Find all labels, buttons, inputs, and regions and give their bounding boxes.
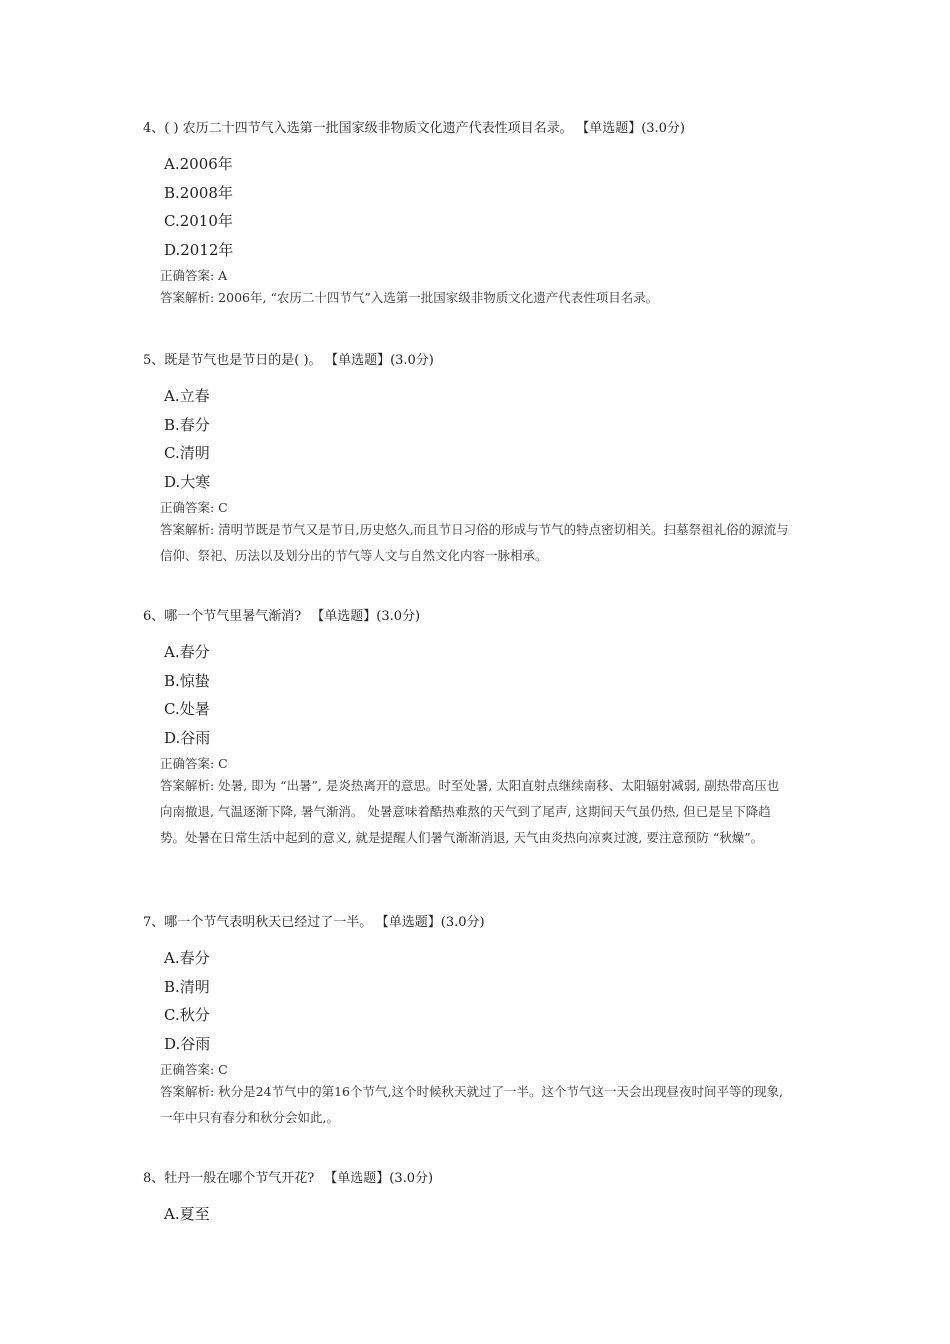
question-text: 8、牡丹一般在哪个节气开花? — [143, 1171, 315, 1186]
option-a[interactable]: A.春分 — [164, 643, 210, 661]
option-a[interactable]: A.春分 — [164, 949, 210, 967]
option-c[interactable]: C.清明 — [164, 444, 210, 463]
option-list — [164, 944, 210, 1059]
question-type-tag: 【单选题】(3.0分) — [331, 353, 434, 368]
answer-explanation: 答案解析: 清明节既是节气又是节日,历史悠久,而且节日习俗的形成与节气的特点密切相关。扫墓祭祖礼俗的源流与信仰、祭祀、历法以及划分出的节气等人文与自然文化内容一脉相承。 — [160, 522, 789, 563]
correct-answer: 正确答案: C — [160, 756, 228, 771]
question-text: 5、既是节气也是节日的是( )。 — [143, 353, 322, 368]
option-c[interactable]: C.2010年 — [164, 212, 233, 231]
option-d[interactable]: D.谷雨 — [164, 729, 211, 748]
answer-explanation: 答案解析: 2006年, “农历二十四节气”入选第一批国家级非物质文化遗产代表性项目名录。 — [160, 290, 659, 305]
question-stem — [143, 120, 685, 138]
option-b[interactable]: B.清明 — [164, 977, 210, 996]
question-type-tag: 【单选题】(3.0分) — [311, 609, 421, 624]
option-c[interactable]: C.处暑 — [164, 700, 210, 719]
option-b[interactable]: B.春分 — [164, 415, 210, 434]
question-type-tag: 【单选题】(3.0分) — [582, 121, 686, 136]
option-d[interactable]: D.2012年 — [164, 241, 234, 260]
option-b[interactable]: B.2008年 — [164, 183, 233, 202]
question-text: 4、( ) 农历二十四节气入选第一批国家级非物质文化遗产代表性项目名录。 — [143, 121, 573, 136]
question-type-tag: 【单选题】(3.0分) — [382, 915, 485, 930]
question-text: 6、哪一个节气里暑气渐消? — [143, 609, 302, 624]
option-list — [164, 150, 233, 265]
option-c[interactable]: C.秋分 — [164, 1006, 210, 1025]
correct-answer: 正确答案: C — [160, 500, 228, 515]
question-text: 7、哪一个节气表明秋天已经过了一半。 — [143, 915, 373, 930]
question-stem — [143, 1170, 433, 1188]
option-a[interactable]: A.立春 — [164, 387, 210, 405]
option-list — [164, 638, 210, 753]
option-b[interactable]: B.惊蛰 — [164, 671, 210, 690]
correct-answer: 正确答案: A — [160, 268, 228, 283]
answer-explanation: 答案解析: 处暑, 即为 “出暑”, 是炎热离开的意思。时至处暑, 太阳直射点继续南移、太阳辐射减弱, 副热带高压也向南撤退, 气温逐渐下降, 暑气渐消。 处暑意味着酷热难熬的天气到了尾声, 这期间天气虽仍热, 但已是呈下降趋势。处暑在日常生活中起到的意义, 就是提醒人们暑气渐渐消退, 天气由炎热向凉爽过渡, 要注意预防 “秋燥”。 — [160, 778, 780, 845]
option-d[interactable]: D.谷雨 — [164, 1035, 211, 1054]
option-a[interactable]: A.夏至 — [164, 1205, 210, 1223]
option-a[interactable]: A.2006年 — [164, 155, 233, 173]
option-list — [164, 1200, 210, 1229]
correct-answer: 正确答案: C — [160, 1062, 228, 1077]
answer-explanation: 答案解析: 秋分是24节气中的第16个节气,这个时候秋天就过了一半。这个节气这一天会出现昼夜时间平等的现象,一年中只有春分和秋分会如此,。 — [160, 1084, 783, 1125]
question-stem — [143, 914, 485, 932]
question-type-tag: 【单选题】(3.0分) — [324, 1171, 434, 1186]
option-list — [164, 382, 210, 497]
question-stem — [143, 352, 434, 370]
question-stem — [143, 608, 420, 626]
option-d[interactable]: D.大寒 — [164, 473, 211, 492]
